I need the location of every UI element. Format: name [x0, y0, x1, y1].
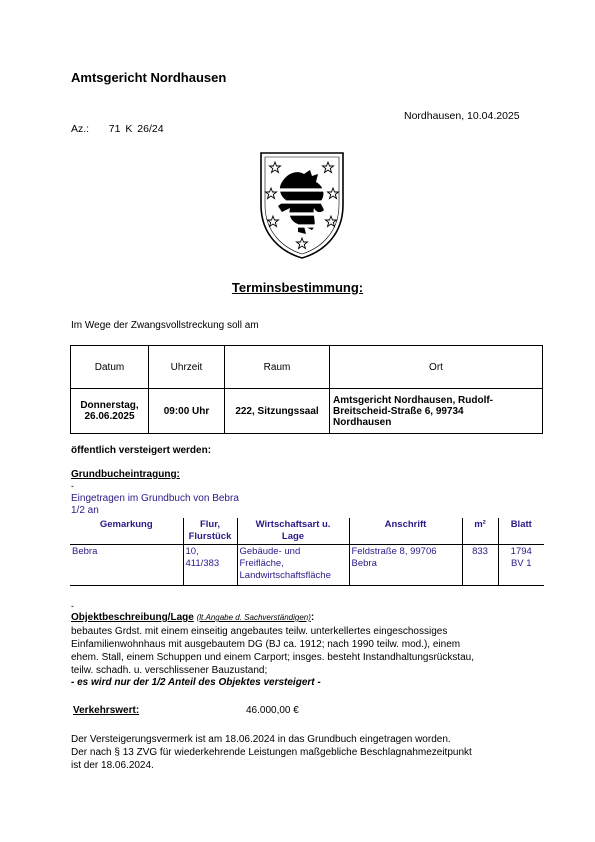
grundbuch-heading: Grundbucheintragung: [71, 469, 180, 480]
thuringia-coat-of-arms-icon [258, 150, 346, 260]
page-title: Terminsbestimmung: [231, 280, 364, 295]
place-date: Nordhausen, 10.04.2025 [404, 110, 520, 122]
separator-dash: - [71, 481, 74, 491]
wirt-line: Landwirtschaftsfläche [239, 570, 331, 581]
verkehrswert-value: 46.000,00 € [246, 705, 299, 716]
only-half-note: - es wird nur der 1/2 Anteil des Objektes versteigert - [71, 677, 321, 688]
grundbuch-anteil: 1/2 an [71, 505, 99, 516]
objekt-description [71, 625, 541, 677]
objekt-heading-text: Objektbeschreibung/Lage [71, 612, 194, 623]
cell-blatt [498, 545, 544, 586]
wirt-line: Gebäude- und [239, 546, 301, 557]
verkehrswert-label: Verkehrswert: [73, 705, 140, 716]
header-wirt-line: Lage [281, 531, 305, 542]
table-row [70, 545, 544, 586]
header-flur [183, 518, 237, 545]
header-datum: Datum [71, 346, 149, 389]
objekt-heading-note: (lt.Angabe d. Sachverständigen) [196, 613, 311, 622]
cell-raum: 222, Sitzungssaal [225, 389, 330, 434]
ort-line: Amtsgericht Nordhausen, Rudolf- [333, 394, 494, 406]
footer-line: Der nach § 13 ZVG für wiederkehrende Leistungen maßgebliche Beschlagnahmezeitpunkt [71, 747, 472, 758]
cell-wirtschaftsart [237, 545, 349, 586]
cell-anschrift [349, 545, 462, 586]
cell-m2: 833 [462, 545, 498, 586]
datum-line: 26.06.2025 [84, 411, 135, 422]
header-raum: Raum [225, 346, 330, 389]
cell-uhrzeit: 09:00 Uhr [149, 389, 225, 434]
grundbuch-header-row [70, 518, 544, 545]
footer-line: ist der 18.06.2024. [71, 760, 154, 771]
header-anschrift: Anschrift [349, 518, 462, 545]
termin-header-row [71, 346, 543, 389]
ort-line: Nordhausen [333, 416, 392, 428]
objekt-line: teilw. schadh. u. verschlissener Bauzustand; [71, 665, 268, 676]
court-name: Amtsgericht Nordhausen [71, 70, 227, 85]
footer-line: Der Versteigerungsvermerk ist am 18.06.2024 in das Grundbuch eingetragen worden. [71, 734, 451, 745]
az-label: Az.: [71, 123, 90, 135]
cell-ort [330, 389, 543, 434]
objekt-line: bebautes Grdst. mit einem einseitig angebautes teilw. unterkellertes eingeschossiges [71, 626, 448, 637]
grundbuch-eingetragen: Eingetragen im Grundbuch von Bebra [71, 493, 239, 504]
termin-table [70, 345, 543, 434]
wirt-line: Freifläche, [239, 558, 284, 569]
flur-line: 411/383 [185, 558, 220, 569]
blatt-line: 1794 [510, 546, 532, 557]
header-ort: Ort [330, 346, 543, 389]
az-value: 71 K 26/24 [108, 123, 164, 135]
termin-data-row [71, 389, 543, 434]
objekt-line: ehem. Stall, einem Schuppen und einem Carport; insges. besteht Instandhaltungsrückstau, [71, 652, 475, 663]
objekt-heading [71, 612, 314, 623]
versteigert-text: öffentlich versteigert werden: [71, 445, 212, 456]
anschrift-line: Bebra [351, 558, 377, 569]
header-uhrzeit: Uhrzeit [149, 346, 225, 389]
header-flur-line: Flur, [199, 519, 221, 530]
objekt-line: Einfamilienwohnhaus mit ausgebautem DG (BJ ca. 1912; nach 1990 teilw. mod.), einem [71, 639, 461, 650]
header-flur-line: Flurstück [188, 531, 232, 542]
grundbuch-table [70, 518, 544, 586]
footer-text [71, 733, 541, 772]
blatt-line: BV 1 [510, 558, 532, 569]
header-m2: m² [462, 518, 498, 545]
header-wirtschaftsart [237, 518, 349, 545]
intro-text: Im Wege der Zwangsvollstreckung soll am [71, 320, 259, 331]
ort-line: Breitscheid-Straße 6, 99734 [333, 405, 464, 417]
header-gemarkung: Gemarkung [70, 518, 183, 545]
objekt-heading-colon: : [310, 612, 315, 623]
header-blatt: Blatt [498, 518, 544, 545]
separator-dash: - [71, 601, 74, 611]
header-wirt-line: Wirtschaftsart u. [255, 519, 331, 530]
cell-gemarkung: Bebra [70, 545, 183, 586]
case-number [71, 123, 164, 135]
cell-datum [71, 389, 149, 434]
flur-line: 10, [185, 546, 199, 557]
datum-line: Donnerstag, [80, 400, 139, 411]
cell-flur [183, 545, 237, 586]
anschrift-line: Feldstraße 8, 99706 [351, 546, 437, 557]
